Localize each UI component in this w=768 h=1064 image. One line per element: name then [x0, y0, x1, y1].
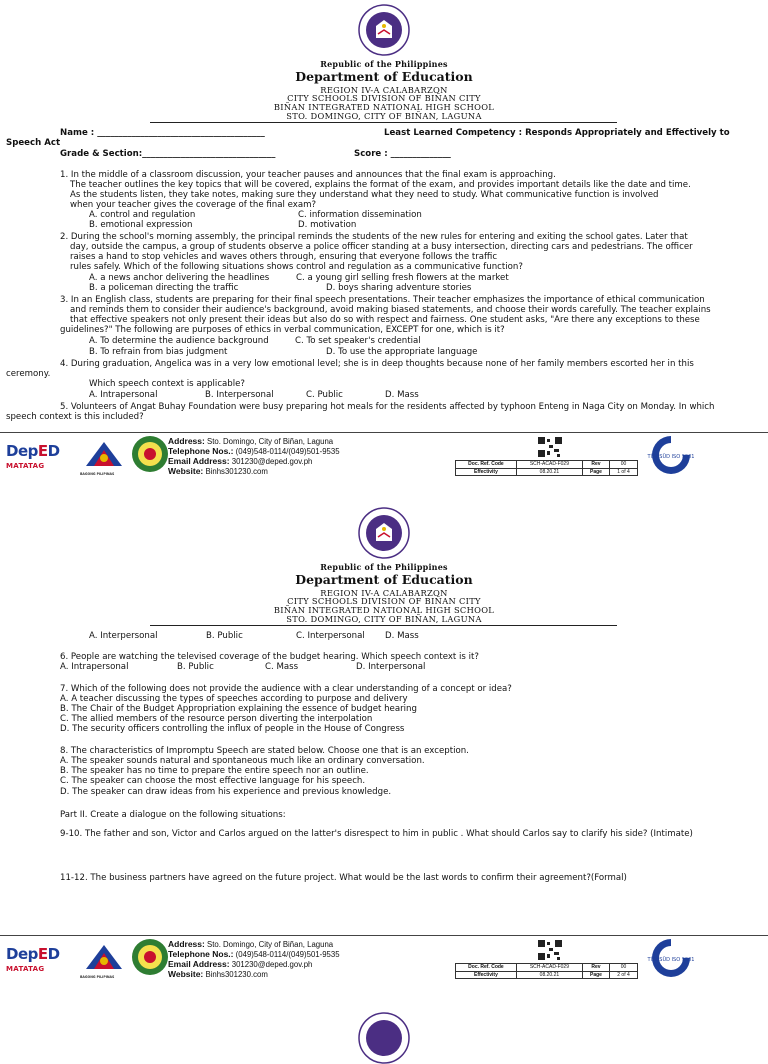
q5-line: speech context is this included? [6, 412, 144, 422]
division-text: CITY SCHOOLS DIVISION OF BIÑAN CITY [287, 93, 481, 104]
q1-line: 1. In the middle of a classroom discussion, your teacher pauses and announces that the final exam is approaching. [60, 170, 556, 180]
doc-ref-label: Doc. Ref. Code [456, 461, 517, 469]
score-field[interactable]: Score : ______________ [354, 149, 451, 159]
q3-line: guidelines?" The following are purposes of ethics in verbal communication, EXCEPT for one, which is it? [60, 325, 505, 335]
part2-heading: Part II. Create a dialogue on the following situations: [60, 810, 286, 820]
region-text: REGION IV-A CALABARZON [320, 587, 448, 598]
qr-code-icon [537, 939, 563, 961]
footer-email: Email Address: 301230@deped.gov.ph [168, 456, 313, 466]
school-address: STO. DOMINGO, CITY OF BIÑAN, LAGUNA [286, 110, 482, 121]
q8-option-b: B. The speaker has no time to prepare the entire speech nor an outline. [60, 766, 369, 776]
q9-text: 9-10. The father and son, Victor and Carlos argued on the latter's disrespect to him in public . What should Carlos say to clarify his side? (Intimate) [60, 829, 693, 839]
deped-seal-icon [358, 507, 410, 559]
matatag-logo: MATATAG [6, 965, 45, 973]
q1-option-b: B. emotional expression [89, 220, 193, 230]
grade-section-field[interactable]: Grade & Section:_______________________________ [60, 149, 276, 159]
school-name: BIÑAN INTEGRATED NATIONAL HIGH SCHOOL [273, 101, 495, 112]
q4-line: 4. During graduation, Angelica was in a very low emotional level; she is in deep thoughts because none of her family members escorted her in this [60, 359, 694, 369]
q7-option-d: D. The security officers controlling the influx of people in the House of Congress [60, 724, 405, 734]
q5-option-d: D. Mass [385, 631, 419, 641]
competency-label: Least Learned Competency : Responds Appropriately and Effectively to [384, 128, 730, 138]
footer-telephone: Telephone Nos.: (049)548-0114/(049)501-9535 [168, 446, 340, 456]
republic-text: Republic of the Philippines [320, 59, 448, 69]
deped-logo: DepED [6, 945, 60, 963]
q8-option-c: C. The speaker can choose the most effective language for his speech. [60, 776, 366, 786]
q5-option-a: A. Interpersonal [89, 631, 158, 641]
effectivity-label: Effectivity [456, 971, 517, 979]
q2-line: day, outside the campus, a group of students observe a police officer standing at a busy intersection, directing cars and pedestrians. The officer [70, 242, 693, 252]
q6-option-b: B. Public [177, 662, 214, 672]
q7-option-b: B. The Chair of the Budget Appropriation explaining the essence of budget hearing [60, 704, 417, 714]
rev-value: 00 [610, 461, 638, 469]
q4-option-d: D. Mass [385, 390, 419, 400]
school-address: STO. DOMINGO, CITY OF BIÑAN, LAGUNA [286, 613, 482, 624]
doc-ref-value: SCH-ACAD-F029 [516, 461, 582, 469]
q7-option-a: A. A teacher discussing the types of speeches according to purpose and delivery [60, 694, 408, 704]
republic-text: Republic of the Philippines [320, 562, 448, 572]
q1-line: The teacher outlines the key topics that will be covered, explains the format of the exam, and provides important details like the date and time. [70, 180, 691, 190]
q4-option-b: B. Interpersonal [205, 390, 274, 400]
effectivity-value: 08.20.21 [516, 468, 582, 476]
school-seal-icon [131, 938, 169, 976]
region-text: REGION IV-A CALABARZON [320, 84, 448, 95]
q3-option-a: A. To determine the audience background [89, 336, 269, 346]
q5-line: 5. Volunteers of Angat Buhay Foundation were busy preparing hot meals for the residents affected by typhoon Enteng in Naga City on Monday. In which [60, 402, 715, 412]
q2-option-b: B. a policeman directing the traffic [89, 283, 239, 293]
q3-option-b: B. To refrain from bias judgment [89, 347, 228, 357]
bagong-pilipinas-icon [82, 943, 126, 973]
department-title: Department of Education [295, 69, 473, 85]
q4-option-a: A. Intrapersonal [89, 390, 158, 400]
page-label: Page [582, 468, 609, 476]
rev-label: Rev [582, 964, 609, 972]
q6-option-a: A. Intrapersonal [60, 662, 129, 672]
q4-line: Which speech context is applicable? [89, 379, 245, 389]
school-name: BIÑAN INTEGRATED NATIONAL HIGH SCHOOL [273, 604, 495, 615]
q6-text: 6. People are watching the televised coverage of the budget hearing. Which speech context is it? [60, 652, 479, 662]
q2-line: 2. During the school's morning assembly, the principal reminds the students of the new rules for entering and exiting the school gates. Later that [60, 232, 688, 242]
footer-address: Address: Sto. Domingo, City of Biñan, Laguna [168, 939, 334, 949]
q7-line: 7. Which of the following does not provide the audience with a clear understanding of a concept or idea? [60, 684, 512, 694]
bagong-pilipinas-icon [82, 440, 126, 470]
document-control-table [455, 963, 638, 979]
iso-cert-text: TÜV SÜD ISO 9001 [647, 454, 695, 460]
department-title: Department of Education [295, 572, 473, 588]
footer-website: Website: Binhs301230.com [168, 969, 268, 979]
page-value: 2 of 4 [610, 971, 638, 979]
effectivity-value: 08.20.21 [516, 971, 582, 979]
q2-line: raises a hand to stop vehicles and waves others through, ensuring that everyone follows the traffic [70, 252, 498, 262]
division-text: CITY SCHOOLS DIVISION OF BIÑAN CITY [287, 596, 481, 607]
header-divider [150, 122, 617, 123]
school-seal-icon [131, 435, 169, 473]
qr-code-icon [537, 436, 563, 458]
header-divider [150, 625, 617, 626]
q3-option-c: C. To set speaker's credential [295, 336, 421, 346]
deped-seal-icon [358, 1012, 410, 1064]
effectivity-label: Effectivity [456, 468, 517, 476]
doc-ref-label: Doc. Ref. Code [456, 964, 517, 972]
deped-logo: DepED [6, 442, 60, 460]
q2-line: rules safely. Which of the following situations shows control and regulation as a communicative function? [70, 262, 523, 272]
letterhead [0, 563, 768, 623]
doc-ref-value: SCH-ACAD-F029 [516, 964, 582, 972]
q1-option-c: C. information dissemination [298, 210, 422, 220]
q1-option-a: A. control and regulation [89, 210, 196, 220]
page-label: Page [582, 971, 609, 979]
bagong-pilipinas-text: BAGONG PILIPINAS [80, 975, 115, 979]
q8-line: 8. The characteristics of Impromptu Speech are stated below. Choose one that is an exception. [60, 746, 469, 756]
q6-option-d: D. Interpersonal [356, 662, 426, 672]
footer-address: Address: Sto. Domingo, City of Biñan, Laguna [168, 436, 334, 446]
rev-label: Rev [582, 461, 609, 469]
q4-line: ceremony. [6, 369, 51, 379]
q3-line: that effective speakers not only present their ideas but also do so with respect and fairness. One student asks, "Are there any exceptions to these [70, 315, 700, 325]
q5-option-c: C. Interpersonal [296, 631, 365, 641]
q2-option-c: C. a young girl selling fresh flowers at the market [296, 273, 509, 283]
name-field[interactable]: Name : _______________________________________ [60, 128, 265, 138]
q1-line: As the students listen, they take notes, making sure they understand what they need to study. What communicative function is involved [70, 190, 659, 200]
q1-option-d: D. motivation [298, 220, 357, 230]
footer-telephone: Telephone Nos.: (049)548-0114/(049)501-9535 [168, 949, 340, 959]
footer-divider [0, 935, 768, 936]
q11-text: 11-12. The business partners have agreed on the future project. What would be the last words to confirm their agreement?(Formal) [60, 873, 627, 883]
iso-certification-icon [647, 434, 695, 476]
footer-email: Email Address: 301230@deped.gov.ph [168, 959, 313, 969]
q3-line: 3. In an English class, students are preparing for their final speech presentations. Their teacher emphasizes the importance of ethical communication [60, 295, 705, 305]
iso-cert-text: TÜV SÜD ISO 9001 [647, 957, 695, 963]
bagong-pilipinas-text: BAGONG PILIPINAS [80, 472, 115, 476]
q1-line: when your teacher gives the coverage of the final exam? [70, 200, 317, 210]
q8-option-a: A. The speaker sounds natural and spontaneous much like an ordinary conversation. [60, 756, 425, 766]
q3-option-d: D. To use the appropriate language [326, 347, 478, 357]
iso-certification-icon [647, 937, 695, 979]
competency-continued: Speech Act [6, 138, 61, 148]
q2-option-a: A. a news anchor delivering the headlines [89, 273, 270, 283]
letterhead [0, 60, 768, 120]
footer-divider [0, 432, 768, 433]
matatag-logo: MATATAG [6, 462, 45, 470]
q7-option-c: C. The allied members of the resource person diverting the interpolation [60, 714, 373, 724]
footer-website: Website: Binhs301230.com [168, 466, 268, 476]
q3-line: and reminds them to consider their audience's background, avoid making biased statements, and choose their words carefully. The teacher explains [70, 305, 711, 315]
q5-option-b: B. Public [206, 631, 243, 641]
q4-option-c: C. Public [306, 390, 343, 400]
q8-option-d: D. The speaker can draw ideas from his experience and previous knowledge. [60, 787, 392, 797]
q2-option-d: D. boys sharing adventure stories [326, 283, 472, 293]
document-control-table [455, 460, 638, 476]
rev-value: 00 [610, 964, 638, 972]
q6-option-c: C. Mass [265, 662, 299, 672]
deped-seal-icon [358, 4, 410, 56]
page-value: 1 of 4 [610, 468, 638, 476]
